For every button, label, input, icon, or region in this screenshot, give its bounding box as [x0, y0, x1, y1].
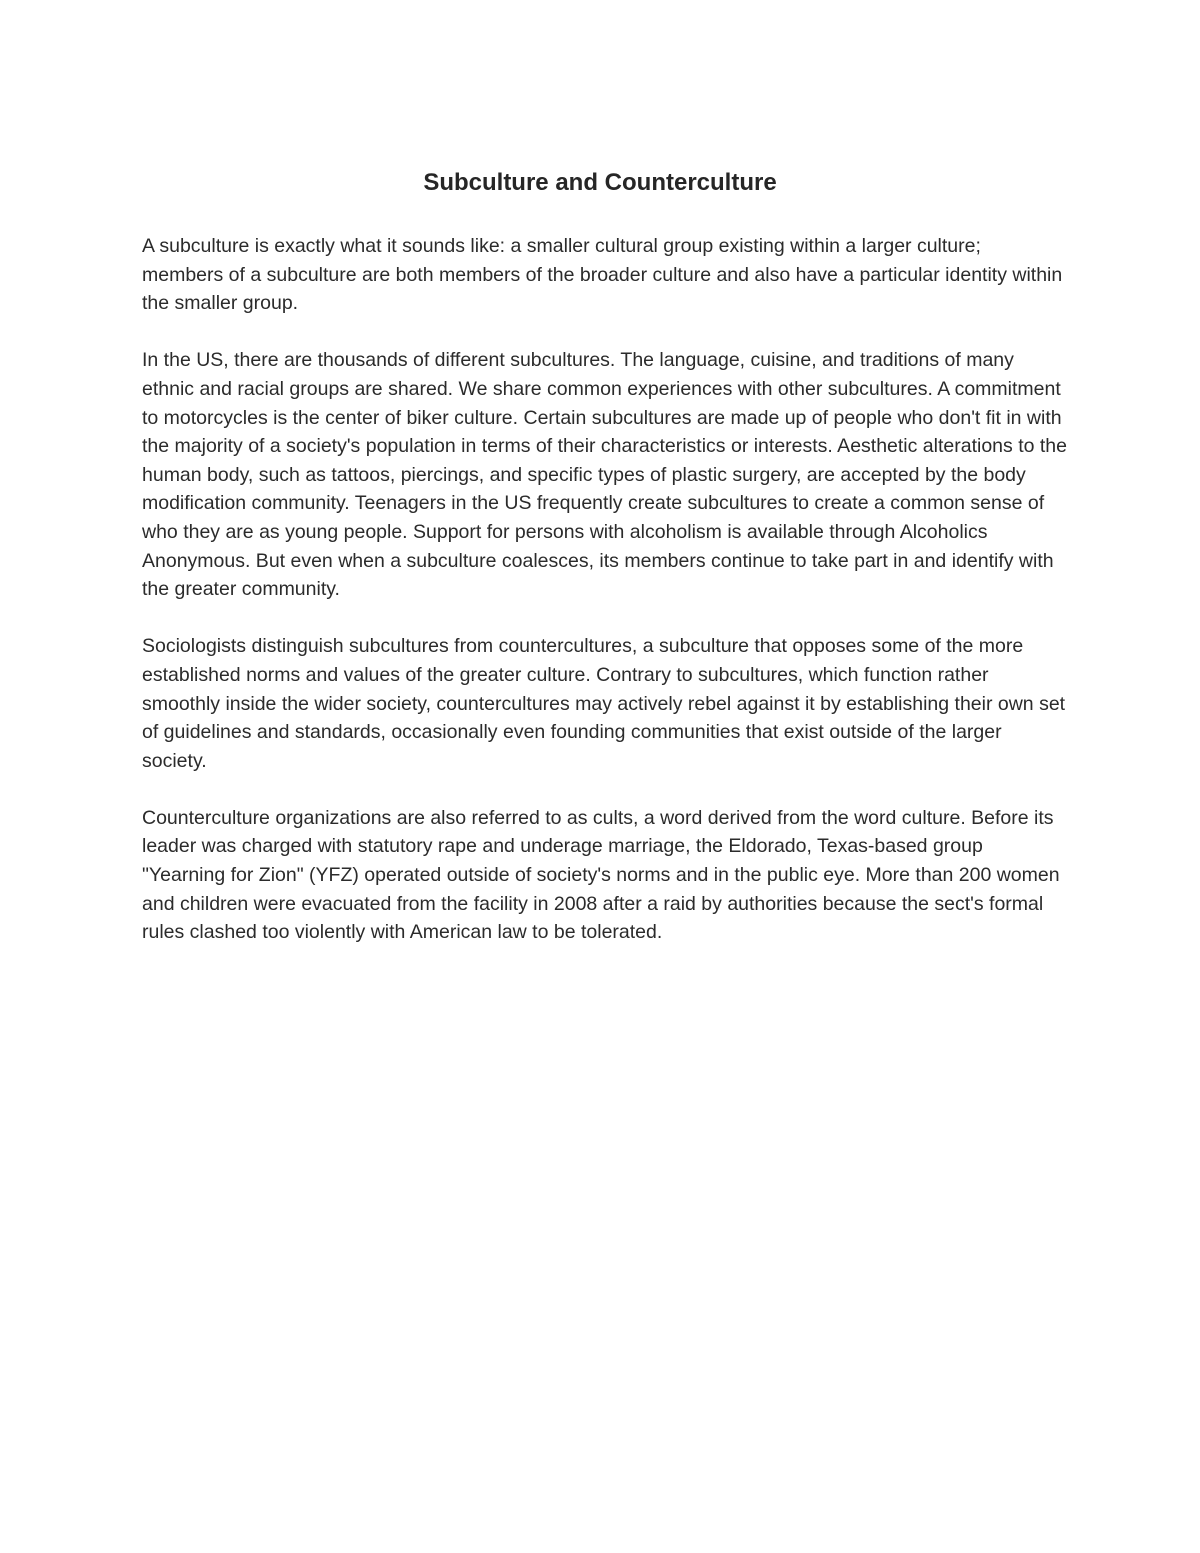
paragraph-subculture-definition: A subculture is exactly what it sounds like: a smaller cultural group existing within a larger culture; members of a subculture are both members of the broader culture and also have a particular identity within the smaller group. [142, 235, 1063, 315]
paragraph-cults: Counterculture organizations are also referred to as cults, a word derived from the word culture. Before its leader was charged with statutory rape and underage marriage, the Eldorado, Texas-based group "Yearning for Zion" (YFZ) operated outside of society's norms and in the public eye. More than 200 women and children were evacuated from the facility in 2008 after a raid by authorities because the sect's formal rules clashed too violently with American law to be tolerated. [142, 806, 1060, 944]
paragraph-us-subcultures: In the US, there are thousands of different subcultures. The language, cuisine, and traditions of many ethnic and racial groups are shared. We share common experiences with other subcultures. A commitment to motorcycles is the center of biker culture. Certain subcultures are made up of people who don't fit in with the majority of a society's population in terms of their characteristics or interests. Aesthetic alterations to the human body, such as tattoos, piercings, and specific types of plastic surgery, are accepted by the body modification community. Teenagers in the US frequently create subcultures to create a common sense of who they are as young people. Support for persons with alcoholism is available through Alcoholics Anonymous. But even when a subculture coalesces, its members continue to take part in and identify with the greater community. [142, 349, 1067, 601]
document-body [142, 232, 1067, 975]
paragraph-countercultures: Sociologists distinguish subcultures from countercultures, a subculture that opposes some of the more established norms and values of the greater culture. Contrary to subcultures, which function rather smoothly inside the wider society, countercultures may actively rebel against it by establishing their own set of guidelines and standards, occasionally even founding communities that exist outside of the larger society. [142, 635, 1066, 772]
document-title: Subculture and Counterculture [423, 169, 777, 196]
